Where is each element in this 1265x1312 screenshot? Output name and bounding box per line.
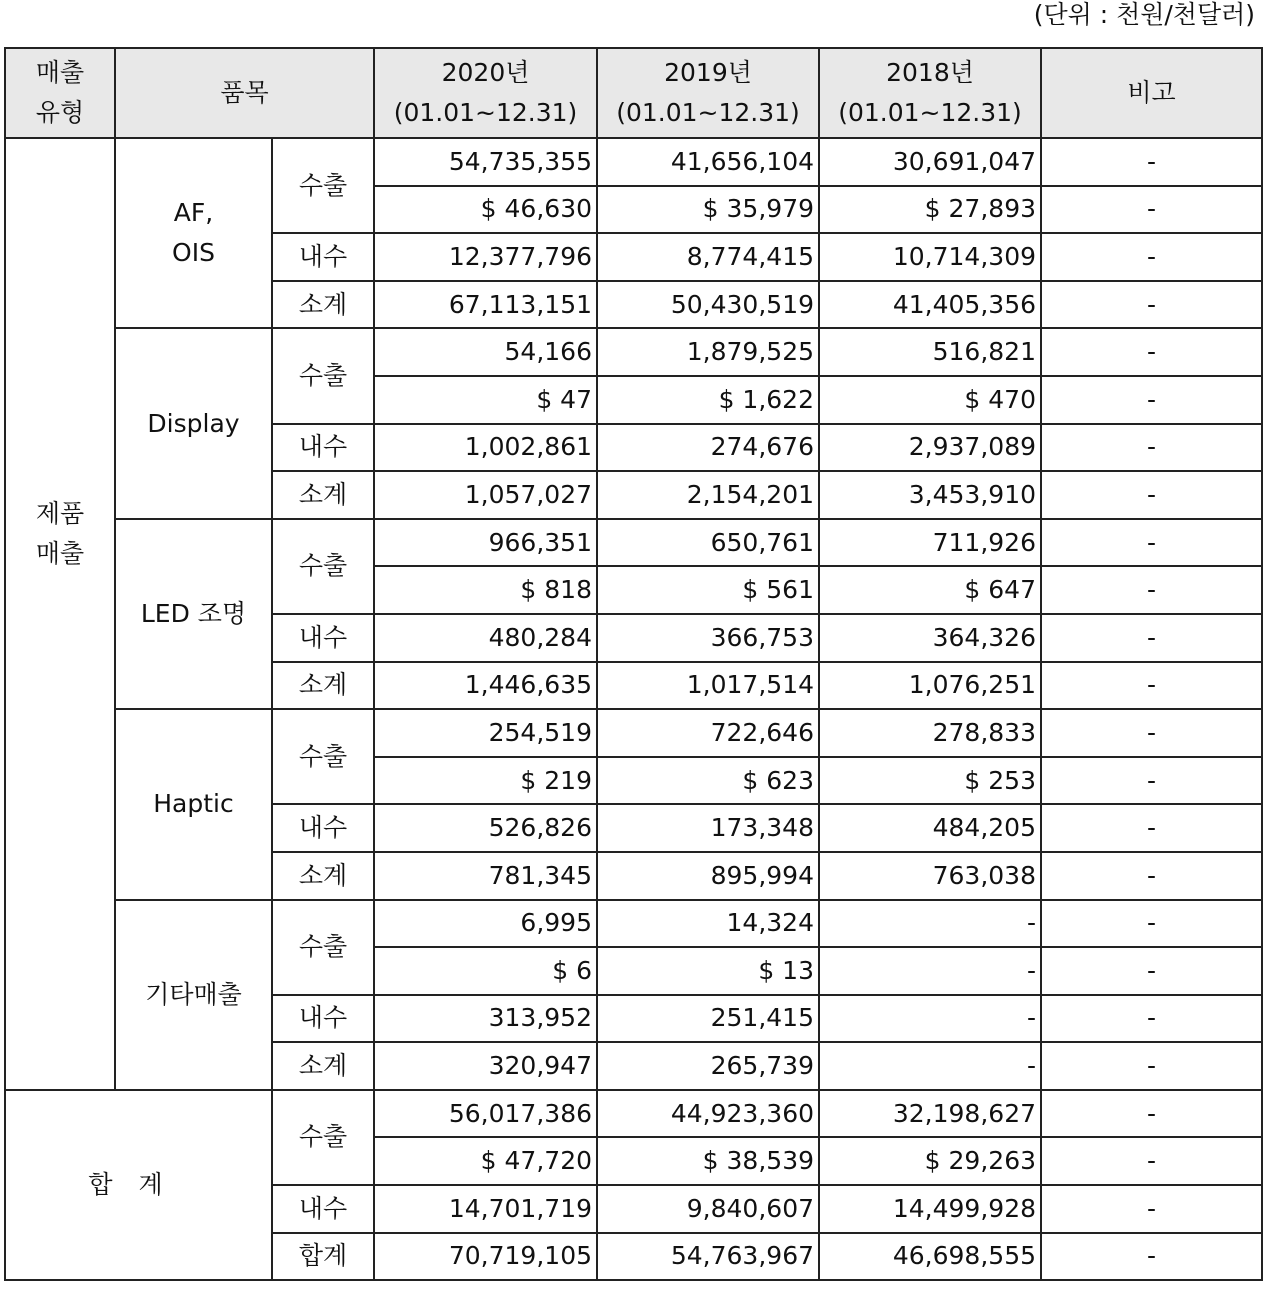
- kind-cell: 수출: [272, 138, 374, 233]
- value-cell-2020: 12,377,796: [374, 233, 597, 281]
- value-cell-2018: 32,198,627: [819, 1090, 1041, 1138]
- note-cell: -: [1041, 757, 1262, 805]
- kind-cell: 소계: [272, 281, 374, 329]
- value-cell-2018: -: [819, 900, 1041, 948]
- header-note: 비고: [1041, 48, 1262, 138]
- value-cell-2020: 254,519: [374, 709, 597, 757]
- header-2019: [597, 48, 819, 138]
- value-cell-2020: $ 47: [374, 376, 597, 424]
- value-cell-2020: 966,351: [374, 519, 597, 567]
- note-cell: -: [1041, 900, 1262, 948]
- value-cell-2018: 10,714,309: [819, 233, 1041, 281]
- value-cell-2018: $ 27,893: [819, 186, 1041, 234]
- value-cell-2018: $ 29,263: [819, 1137, 1041, 1185]
- header-2018-period: (01.01~12.31): [838, 98, 1022, 127]
- header-2019-year: 2019년: [664, 58, 752, 87]
- header-sales-type-line2: 유형: [35, 98, 85, 127]
- value-cell-2019: 50,430,519: [597, 281, 819, 329]
- value-cell-2018: 278,833: [819, 709, 1041, 757]
- note-cell: -: [1041, 233, 1262, 281]
- value-cell-2020: $ 47,720: [374, 1137, 597, 1185]
- item-cell: [115, 709, 272, 899]
- value-cell-2019: 14,324: [597, 900, 819, 948]
- note-cell: -: [1041, 662, 1262, 710]
- table-row: [5, 709, 1262, 757]
- value-cell-2019: 41,656,104: [597, 138, 819, 186]
- value-cell-2019: 54,763,967: [597, 1233, 819, 1281]
- kind-cell: 내수: [272, 233, 374, 281]
- value-cell-2019: 9,840,607: [597, 1185, 819, 1233]
- note-cell: -: [1041, 614, 1262, 662]
- value-cell-2018: 1,076,251: [819, 662, 1041, 710]
- kind-cell: 소계: [272, 662, 374, 710]
- table-row: [5, 138, 1262, 186]
- value-cell-2020: 67,113,151: [374, 281, 597, 329]
- item-cell: [115, 138, 272, 328]
- item-line1: Haptic: [153, 789, 234, 819]
- header-2019-period: (01.01~12.31): [616, 98, 800, 127]
- note-cell: -: [1041, 424, 1262, 472]
- value-cell-2020: 54,166: [374, 328, 597, 376]
- unit-note: (단위 : 천원/천달러): [1033, 0, 1255, 29]
- value-cell-2019: 2,154,201: [597, 471, 819, 519]
- value-cell-2019: 274,676: [597, 424, 819, 472]
- note-cell: -: [1041, 709, 1262, 757]
- value-cell-2018: -: [819, 947, 1041, 995]
- value-cell-2019: $ 1,622: [597, 376, 819, 424]
- value-cell-2020: 313,952: [374, 995, 597, 1043]
- kind-cell: 수출: [272, 709, 374, 804]
- item-line1: Display: [147, 408, 240, 438]
- value-cell-2019: 173,348: [597, 804, 819, 852]
- header-2020-year: 2020년: [441, 58, 530, 87]
- value-cell-2018: 516,821: [819, 328, 1041, 376]
- value-cell-2020: $ 6: [374, 947, 597, 995]
- value-cell-2018: $ 470: [819, 376, 1041, 424]
- value-cell-2018: 2,937,089: [819, 424, 1041, 472]
- note-cell: -: [1041, 1090, 1262, 1138]
- value-cell-2018: 41,405,356: [819, 281, 1041, 329]
- item-cell: [115, 519, 272, 709]
- value-cell-2018: -: [819, 995, 1041, 1043]
- value-cell-2019: 366,753: [597, 614, 819, 662]
- note-cell: -: [1041, 328, 1262, 376]
- value-cell-2019: $ 13: [597, 947, 819, 995]
- value-cell-2019: $ 35,979: [597, 186, 819, 234]
- kind-cell: 수출: [272, 1090, 374, 1185]
- item-line1: 기타매출: [145, 979, 242, 1009]
- value-cell-2020: 526,826: [374, 804, 597, 852]
- value-cell-2019: 251,415: [597, 995, 819, 1043]
- kind-cell: 수출: [272, 328, 374, 423]
- note-cell: -: [1041, 138, 1262, 186]
- value-cell-2020: 1,057,027: [374, 471, 597, 519]
- value-cell-2020: 320,947: [374, 1042, 597, 1090]
- value-cell-2020: $ 219: [374, 757, 597, 805]
- value-cell-2018: 711,926: [819, 519, 1041, 567]
- note-cell: -: [1041, 947, 1262, 995]
- note-cell: -: [1041, 995, 1262, 1043]
- value-cell-2018: 3,453,910: [819, 471, 1041, 519]
- value-cell-2018: 30,691,047: [819, 138, 1041, 186]
- value-cell-2019: 895,994: [597, 852, 819, 900]
- sales-table: [4, 47, 1263, 1281]
- value-cell-2019: 650,761: [597, 519, 819, 567]
- item-cell: [115, 328, 272, 518]
- header-sales-type: [5, 48, 115, 138]
- value-cell-2019: 1,017,514: [597, 662, 819, 710]
- note-cell: -: [1041, 471, 1262, 519]
- note-cell: -: [1041, 281, 1262, 329]
- kind-cell: 합계: [272, 1233, 374, 1281]
- note-cell: -: [1041, 376, 1262, 424]
- table-row: [5, 328, 1262, 376]
- kind-cell: 수출: [272, 900, 374, 995]
- header-2020: [374, 48, 597, 138]
- kind-cell: 소계: [272, 852, 374, 900]
- kind-cell: 내수: [272, 424, 374, 472]
- value-cell-2019: $ 561: [597, 566, 819, 614]
- value-cell-2018: -: [819, 1042, 1041, 1090]
- value-cell-2019: 722,646: [597, 709, 819, 757]
- value-cell-2020: 54,735,355: [374, 138, 597, 186]
- value-cell-2019: 265,739: [597, 1042, 819, 1090]
- note-cell: -: [1041, 1137, 1262, 1185]
- value-cell-2019: 44,923,360: [597, 1090, 819, 1138]
- value-cell-2018: 46,698,555: [819, 1233, 1041, 1281]
- value-cell-2020: 70,719,105: [374, 1233, 597, 1281]
- kind-cell: 내수: [272, 1185, 374, 1233]
- value-cell-2019: 8,774,415: [597, 233, 819, 281]
- value-cell-2020: 781,345: [374, 852, 597, 900]
- table-row: [5, 900, 1262, 948]
- note-cell: -: [1041, 1185, 1262, 1233]
- note-cell: -: [1041, 852, 1262, 900]
- header-2018: [819, 48, 1041, 138]
- kind-cell: 소계: [272, 471, 374, 519]
- value-cell-2018: 14,499,928: [819, 1185, 1041, 1233]
- value-cell-2018: 364,326: [819, 614, 1041, 662]
- header-2018-year: 2018년: [886, 58, 974, 87]
- kind-cell: 내수: [272, 804, 374, 852]
- kind-cell: 내수: [272, 995, 374, 1043]
- category-line1: 제품: [35, 498, 85, 528]
- table-row: [5, 1090, 1262, 1138]
- value-cell-2020: 480,284: [374, 614, 597, 662]
- table-body: [5, 138, 1262, 1280]
- value-cell-2019: $ 38,539: [597, 1137, 819, 1185]
- value-cell-2020: 56,017,386: [374, 1090, 597, 1138]
- note-cell: -: [1041, 1233, 1262, 1281]
- value-cell-2018: 763,038: [819, 852, 1041, 900]
- value-cell-2020: $ 46,630: [374, 186, 597, 234]
- header-item: 품목: [115, 48, 374, 138]
- note-cell: -: [1041, 804, 1262, 852]
- category-line2: 매출: [35, 538, 85, 568]
- kind-cell: 소계: [272, 1042, 374, 1090]
- header-2020-period: (01.01~12.31): [393, 98, 578, 127]
- value-cell-2020: 1,446,635: [374, 662, 597, 710]
- category-cell: [5, 138, 115, 1090]
- value-cell-2018: $ 253: [819, 757, 1041, 805]
- header-sales-type-line1: 매출: [35, 58, 85, 87]
- total-label-cell: 합계: [5, 1090, 272, 1280]
- item-line1: AF,: [173, 198, 214, 228]
- value-cell-2019: $ 623: [597, 757, 819, 805]
- value-cell-2020: 14,701,719: [374, 1185, 597, 1233]
- kind-cell: 내수: [272, 614, 374, 662]
- item-line2: OIS: [172, 238, 215, 268]
- value-cell-2018: $ 647: [819, 566, 1041, 614]
- value-cell-2018: 484,205: [819, 804, 1041, 852]
- value-cell-2019: 1,879,525: [597, 328, 819, 376]
- note-cell: -: [1041, 566, 1262, 614]
- value-cell-2020: 1,002,861: [374, 424, 597, 472]
- item-cell: [115, 900, 272, 1090]
- note-cell: -: [1041, 186, 1262, 234]
- item-line1: LED 조명: [140, 598, 247, 628]
- table-header: [5, 48, 1262, 138]
- note-cell: -: [1041, 519, 1262, 567]
- table-row: [5, 519, 1262, 567]
- value-cell-2020: $ 818: [374, 566, 597, 614]
- value-cell-2020: 6,995: [374, 900, 597, 948]
- kind-cell: 수출: [272, 519, 374, 614]
- category-label: [6, 494, 114, 574]
- note-cell: -: [1041, 1042, 1262, 1090]
